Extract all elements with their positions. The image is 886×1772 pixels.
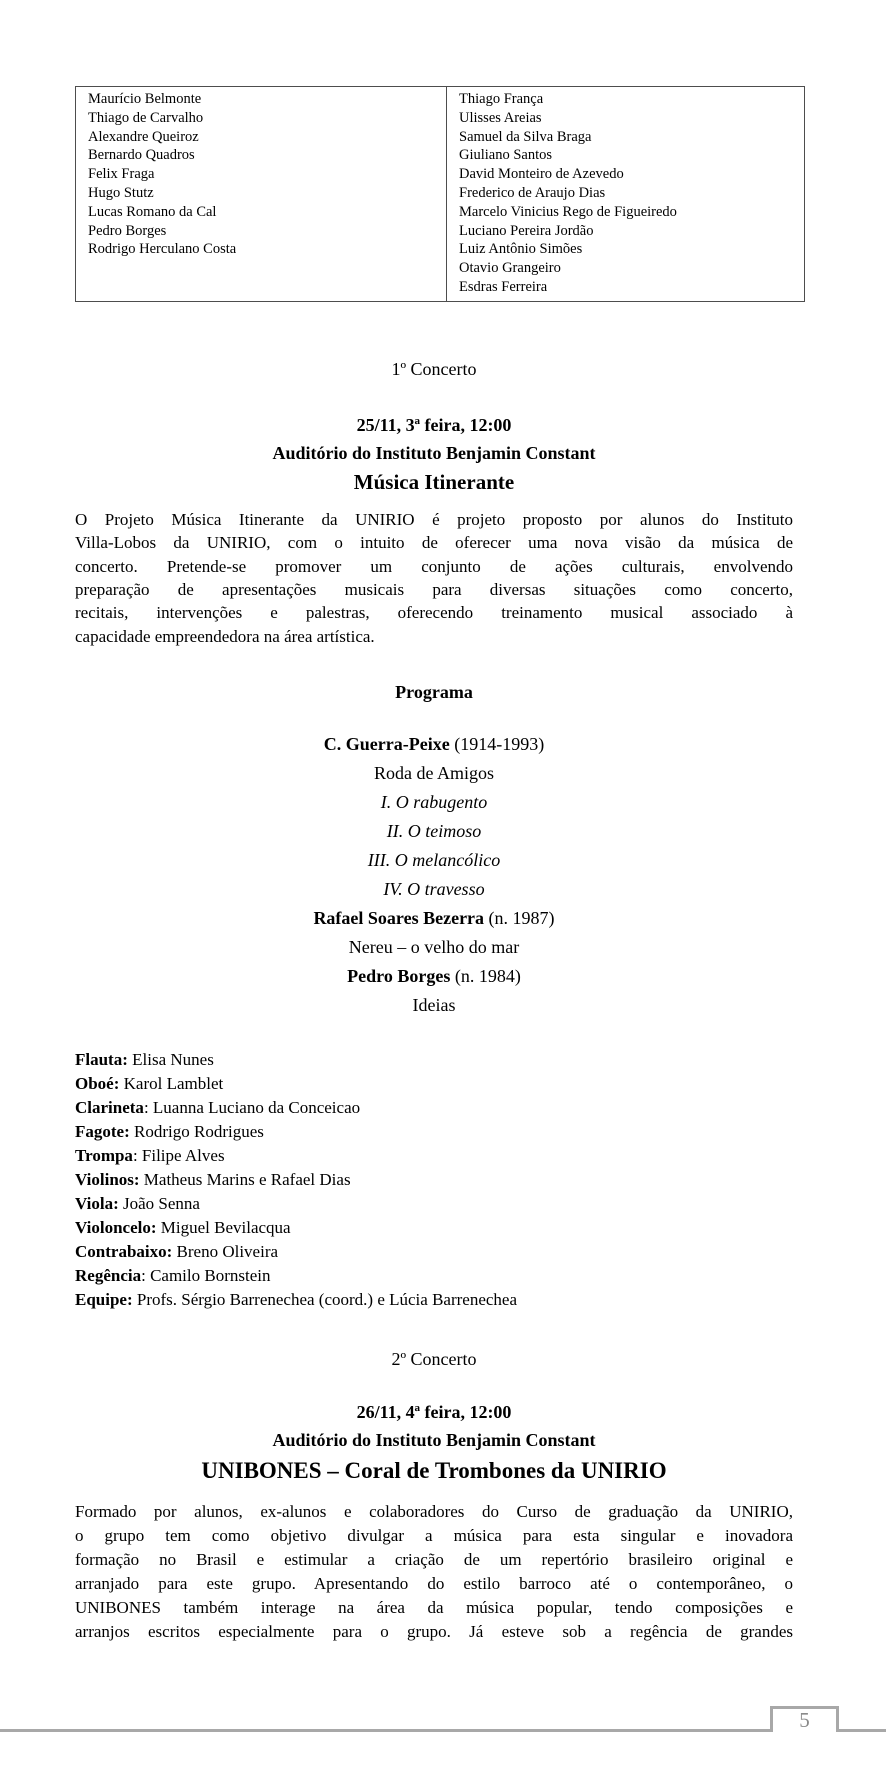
- program-list: [75, 730, 793, 1020]
- performer-line: Fagote: Rodrigo Rodrigues: [75, 1122, 264, 1142]
- performer-line: Viola: João Senna: [75, 1194, 200, 1214]
- roster-name: Thiago de Carvalho: [88, 109, 204, 126]
- paragraph-line: UNIBONES também interage na área da música popular, tendo composições e: [75, 1598, 793, 1618]
- concert1-heading: 1º Concerto: [391, 358, 477, 379]
- roster-name: Ulisses Areias: [459, 109, 542, 126]
- page-number-tab: [770, 1706, 839, 1732]
- program-line: II. O teimoso: [386, 821, 482, 842]
- footer-rule-left: [0, 1729, 770, 1732]
- roster-name: Thiago França: [459, 91, 544, 107]
- performer-line: Violinos: Matheus Marins e Rafael Dias: [75, 1170, 351, 1190]
- paragraph-line: O Projeto Música Itinerante da UNIRIO é projeto proposto por alunos do Instituto: [75, 509, 793, 529]
- roster-left-cell: [76, 87, 447, 302]
- program-line: IV. O travesso: [383, 879, 485, 900]
- footer-rule-right: [839, 1729, 886, 1732]
- concert2-date: 26/11, 4ª feira, 12:00: [356, 1402, 512, 1423]
- roster-name: Frederico de Araujo Dias: [459, 184, 606, 201]
- program-line: I. O rabugento: [380, 792, 488, 813]
- roster-row: [76, 87, 805, 302]
- program-line: Rafael Soares Bezerra (n. 1987): [313, 908, 555, 929]
- roster-name: Marcelo Vinicius Rego de Figueiredo: [459, 203, 677, 220]
- paragraph-line: recitais, intervenções e palestras, oferecendo treinamento musical associado à: [75, 603, 793, 623]
- roster-name: Hugo Stutz: [88, 184, 154, 201]
- paragraph-line: Formado por alunos, ex-alunos e colaboradores do Curso de graduação da UNIRIO,: [75, 1502, 793, 1522]
- performer-line: Regência: Camilo Bornstein: [75, 1266, 271, 1286]
- paragraph-line: formação no Brasil e estimular a criação de um repertório brasileiro original e: [75, 1550, 793, 1570]
- roster-name: Luiz Antônio Simões: [459, 241, 583, 258]
- program-line: Roda de Amigos: [374, 763, 494, 784]
- concert2-description: [75, 1500, 793, 1644]
- performer-line: Trompa: Filipe Alves: [75, 1146, 225, 1166]
- paragraph-line: o grupo tem como objetivo divulgar a música para esta singular e inovadora: [75, 1526, 793, 1546]
- concert1-venue: Auditório do Instituto Benjamin Constant: [272, 442, 596, 463]
- performer-line: Flauta: Elisa Nunes: [75, 1050, 214, 1070]
- performer-line: Oboé: Karol Lamblet: [75, 1074, 224, 1094]
- concert2-event-info: [75, 1398, 793, 1487]
- program-line: Nereu – o velho do mar: [348, 937, 520, 958]
- roster-name: Otavio Grangeiro: [459, 260, 561, 277]
- roster-name: Lucas Romano da Cal: [88, 203, 217, 220]
- roster-name: Rodrigo Herculano Costa: [88, 241, 237, 258]
- paragraph-line: arranjado para este grupo. Apresentando do estilo barroco até o contemporâneo, o: [75, 1574, 793, 1594]
- program-line: C. Guerra-Peixe (1914-1993): [323, 734, 545, 755]
- performer-line: Equipe: Profs. Sérgio Barrenechea (coord.) e Lúcia Barrenechea: [75, 1290, 517, 1310]
- performer-line: Clarineta: Luanna Luciano da Conceicao: [75, 1098, 361, 1118]
- roster-name: David Monteiro de Azevedo: [459, 166, 624, 183]
- paragraph-line: concerto. Pretende-se promover um conjunto de ações culturais, envolvendo: [75, 556, 793, 576]
- performer-line: Contrabaixo: Breno Oliveira: [75, 1242, 279, 1262]
- roster-name: Luciano Pereira Jordão: [459, 222, 594, 239]
- program-heading: Programa: [395, 682, 473, 703]
- program-line: Ideias: [412, 995, 456, 1016]
- performers-list: [75, 1048, 793, 1312]
- roster-name: Pedro Borges: [88, 222, 167, 239]
- concert1-title: Música Itinerante: [353, 469, 515, 494]
- roster-table: [75, 86, 805, 302]
- paragraph-line: preparação de apresentações musicais para diversas situações como concerto,: [75, 579, 793, 599]
- program-line: Pedro Borges (n. 1984): [347, 966, 521, 987]
- page-number: 5: [799, 1708, 810, 1732]
- roster-name: Esdras Ferreira: [459, 278, 548, 295]
- paragraph-line: capacidade empreendedora na área artística.: [75, 626, 375, 646]
- roster-name: Giuliano Santos: [459, 147, 553, 164]
- roster-name: Bernardo Quadros: [88, 147, 195, 164]
- roster-name: Alexandre Queiroz: [88, 128, 199, 145]
- concert2-venue: Auditório do Instituto Benjamin Constant: [272, 1430, 596, 1451]
- roster-name: Felix Fraga: [88, 166, 155, 183]
- paragraph-line: arranjos escritos especialmente para o grupo. Já esteve sob a regência de grandes: [75, 1622, 793, 1642]
- concert1-description: [75, 508, 793, 648]
- roster-name: Maurício Belmonte: [88, 91, 202, 107]
- paragraph-line: Villa-Lobos da UNIRIO, com o intuito de oferecer uma nova visão da música de: [75, 533, 793, 553]
- program-line: III. O melancólico: [367, 850, 501, 871]
- roster-right-cell: [447, 87, 805, 302]
- roster-name: Samuel da Silva Braga: [459, 128, 592, 145]
- performer-line: Violoncelo: Miguel Bevilacqua: [75, 1218, 291, 1238]
- concert2-heading: 2º Concerto: [391, 1349, 477, 1370]
- concert1-date: 25/11, 3ª feira, 12:00: [356, 414, 512, 435]
- concert2-title: UNIBONES – Coral de Trombones da UNIRIO: [201, 1458, 667, 1484]
- concert1-event-info: [75, 411, 793, 498]
